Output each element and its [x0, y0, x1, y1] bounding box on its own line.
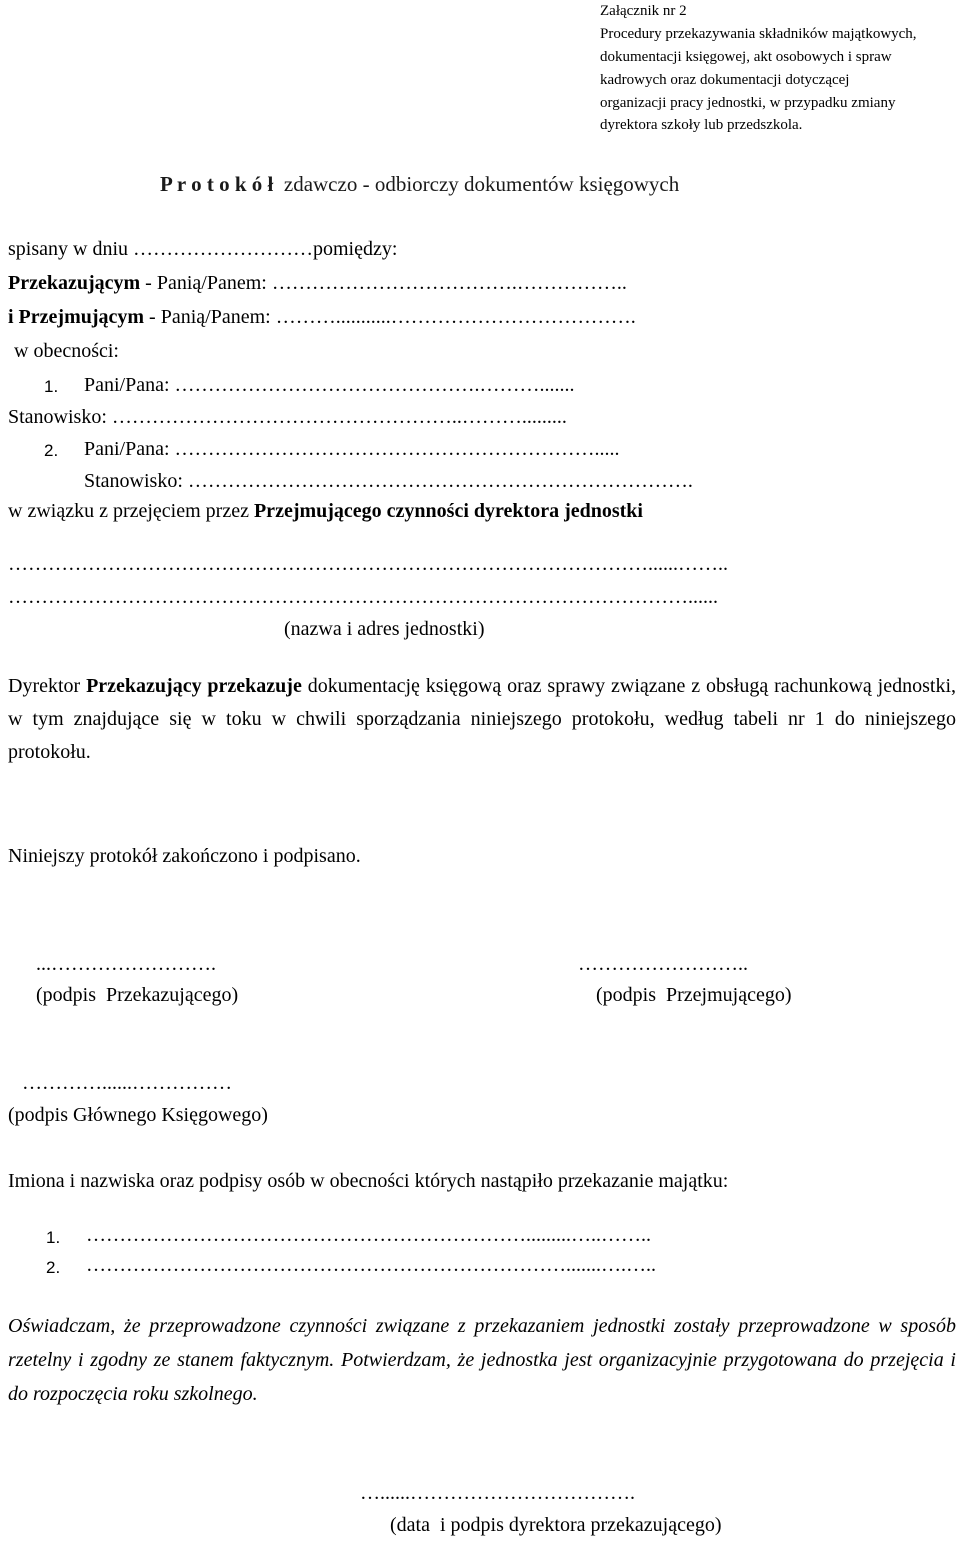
zwiazek-line — [8, 500, 643, 523]
pani-line-1: Pani/Pana: ……………………………………….………....... — [84, 374, 575, 396]
witness-sign-number-2: 2. — [46, 1258, 61, 1277]
stanowisko-line-2: Stanowisko: …………………………………………………………………. — [84, 470, 693, 492]
closing-sentence: Niniejszy protokół zakończono i podpisano. — [8, 845, 361, 867]
attachment-line-2: dokumentacji księgowej, akt osobowych i spraw — [600, 49, 892, 65]
protocol-title — [160, 172, 679, 197]
pani-line-2: Pani/Pana: ………………………………………………………..... — [84, 438, 620, 460]
signature-label-chief: (podpis Głównego Księgowego) — [8, 1104, 268, 1126]
attachment-line-5: dyrektora szkoły lub przedszkola. — [600, 117, 803, 133]
attachment-title: Załącznik nr 2 — [600, 3, 687, 19]
stanowisko-line-1: Stanowisko: ……………………………………………..………......... — [8, 406, 567, 428]
unit-dots-2: …………………………………………………………………………………………...... — [8, 586, 718, 608]
przekazujacym-line — [8, 272, 627, 295]
unit-name-caption: (nazwa i adres jednostki) — [284, 618, 485, 640]
final-label: (data i podpis dyrektora przekazującego) — [390, 1514, 722, 1536]
paragraph-bold: Przekazujący przekazuje — [86, 675, 302, 697]
witness-sign-line-1: ………………………………………………………….........…..…….. — [86, 1224, 651, 1246]
attachment-line-1: Procedury przekazywania składników majątkowych, — [600, 26, 917, 42]
witness-sign-number-1: 1. — [46, 1228, 61, 1247]
zwiazek-prefix: w związku z przejęciem przez — [8, 500, 254, 522]
unit-dots-1: ……………………………………………………………………………………......…….. — [8, 553, 728, 575]
przekazujacym-label: Przekazującym — [8, 272, 141, 294]
przejmujacym-line — [8, 306, 636, 329]
attachment-line-4: organizacji pracy jednostki, w przypadku zmiany — [600, 95, 896, 111]
obecnosci-label: w obecności: — [14, 340, 119, 362]
final-dots: …......……………………………. — [360, 1482, 635, 1504]
protocol-title-rest: zdawczo - odbiorczy dokumentów księgowych — [283, 172, 680, 196]
witness-number-2: 2. — [44, 441, 59, 460]
przejmujacym-rest: - Panią/Panem: ………...........………………………………. — [144, 306, 636, 328]
protocol-title-spaced: P r o t o k ó ł — [160, 172, 274, 196]
attachment-line-3: kadrowych oraz dokumentacji dotyczącej — [600, 72, 850, 88]
signature-dots-left: ...……………………. — [36, 953, 216, 975]
paragraph-prefix: Dyrektor — [8, 675, 87, 697]
zwiazek-bold: Przejmującego czynności dyrektora jednostki — [253, 500, 643, 522]
signature-label-right: (podpis Przejmującego) — [596, 984, 792, 1006]
transfer-paragraph — [8, 670, 956, 769]
statement-paragraph: Oświadczam, że przeprowadzone czynności związane z przekazaniem jednostki zostały przeprowadzone w sposób rzetelny i zgodny ze stanem faktycznym. Potwierdzam, że jednostka jest organizacyjnie przygotowana do przejęcia i do rozpoczęcia roku szkolnego. — [8, 1315, 956, 1405]
signature-dots-right: …………………….. — [578, 953, 748, 975]
witness-number-1: 1. — [44, 377, 59, 396]
przejmujacym-label: i Przejmującym — [8, 306, 145, 328]
spisany-line: spisany w dniu ………………………pomiędzy: — [8, 238, 398, 260]
witnesses-intro: Imiona i nazwiska oraz podpisy osób w obecności których nastąpiło przekazanie majątku: — [8, 1170, 729, 1192]
paragraph-rest: dokumentację księgową oraz sprawy związane z obsługą rachunkową jednostki, w tym znajdujące się w toku w chwili sporządzania niniejszego protokołu, według tabeli nr 1 do niniejszego protokołu. — [8, 675, 957, 763]
przekazujacym-rest: - Panią/Panem: ……………………………….…………….. — [140, 272, 627, 294]
signature-dots-chief: …………......…………… — [22, 1072, 237, 1094]
signature-label-left: (podpis Przekazującego) — [36, 984, 239, 1006]
witness-sign-line-2: ……………………………………………………………….......….….. — [86, 1254, 656, 1276]
